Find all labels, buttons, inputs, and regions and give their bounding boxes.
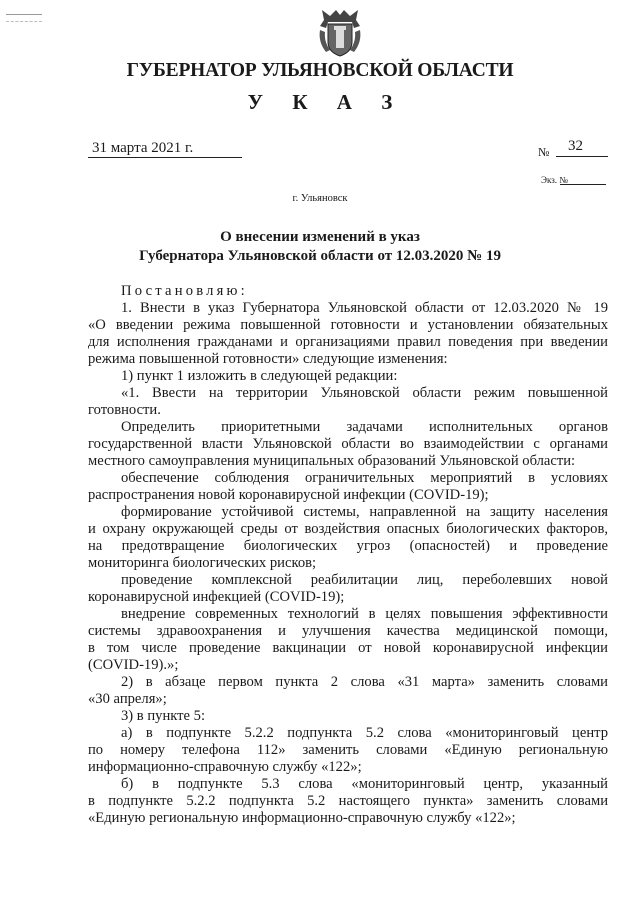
body-line: «30 апреля»; xyxy=(88,691,167,707)
body-line: в подпункте 5.2.2 подпункта 5.2 настоящего пункта» заменить словами xyxy=(88,793,608,809)
body-line: распространения новой коронавирусной инфекции (COVID-19); xyxy=(88,487,489,503)
body-line: (COVID-19).»; xyxy=(88,657,179,673)
date-underline xyxy=(88,157,242,158)
decree-date: 31 марта 2021 г. xyxy=(92,140,194,156)
body-line: формирование устойчивой системы, направленной на защиту населения xyxy=(121,504,608,520)
number-underline xyxy=(556,156,608,157)
body-line: коронавирусной инфекцией (COVID-19); xyxy=(88,589,345,605)
body-line: и охрану окружающей среды от воздействия опасных биологических факторов, xyxy=(88,521,608,537)
copy-number-underline xyxy=(560,184,606,185)
body-line: Постановляю: xyxy=(121,283,248,299)
document-type: У К А З xyxy=(247,90,405,114)
body-line: проведение комплексной реабилитации лиц, переболевших новой xyxy=(121,572,608,588)
body-line: «1. Ввести на территории Ульяновской области режим повышенной xyxy=(121,385,608,401)
body-line: а) в подпункте 5.2.2 подпункта 5.2 слова «мониторинговый центр xyxy=(121,725,608,741)
body-line: для исполнения гражданами и организациями правил поведения при введении xyxy=(88,334,608,350)
body-line: на предотвращение биологических угроз (опасностей) и проведение xyxy=(88,538,608,554)
body-line: системы здравоохранения и улучшения качества медицинской помощи, xyxy=(88,623,608,639)
body-line: 2) в абзаце первом пункта 2 слова «31 марта» заменить словами xyxy=(121,674,608,690)
decree-number: 32 xyxy=(568,138,583,154)
corner-mark xyxy=(6,14,42,22)
body-line: режима повышенной готовности» следующие изменения: xyxy=(88,351,448,367)
body-line: государственной власти Ульяновской области во взаимодействии с органами xyxy=(88,436,608,452)
heading-line: Губернатора Ульяновской области от 12.03.2020 № 19 xyxy=(139,247,501,264)
body-line: местного самоуправления муниципальных образований Ульяновской области: xyxy=(88,453,576,469)
body-line: внедрение современных технологий в целях повышения эффективности xyxy=(121,606,608,622)
body-line: «Единую региональную информационно-справочную службу «122»; xyxy=(88,810,516,826)
body-line: 3) в пункте 5: xyxy=(121,708,206,724)
number-label: № xyxy=(538,145,550,159)
body-line: б) в подпункте 5.3 слова «мониторинговый центр, указанный xyxy=(121,776,608,792)
body-line: мониторинга биологических рисков; xyxy=(88,555,317,571)
city: г. Ульяновск xyxy=(292,193,348,204)
body-line: Определить приоритетными задачами исполнительных органов xyxy=(121,419,608,435)
coat-of-arms-emblem xyxy=(316,6,364,60)
body-line: обеспечение соблюдения ограничительных мероприятий в условиях xyxy=(121,470,608,486)
body-line: по номеру телефона 112» заменить словами «Единую региональную xyxy=(88,742,608,758)
body-line: информационно-справочную службу «122»; xyxy=(88,759,362,775)
body-line: в том числе проведение вакцинации от новой коронавирусной инфекции xyxy=(88,640,608,656)
heading-line: О внесении изменений в указ xyxy=(220,229,420,245)
governor-title: ГУБЕРНАТОР УЛЬЯНОВСКОЙ ОБЛАСТИ xyxy=(126,60,514,81)
copy-number-label: Экз. № xyxy=(541,175,568,185)
body-line: 1) пункт 1 изложить в следующей редакции: xyxy=(121,368,398,384)
body-line: 1. Внести в указ Губернатора Ульяновской области от 12.03.2020 № 19 xyxy=(121,300,608,316)
body-line: «О введении режима повышенной готовности и установлении обязательных xyxy=(88,317,608,333)
body-line: готовности. xyxy=(88,402,161,418)
decree-heading xyxy=(0,228,640,265)
